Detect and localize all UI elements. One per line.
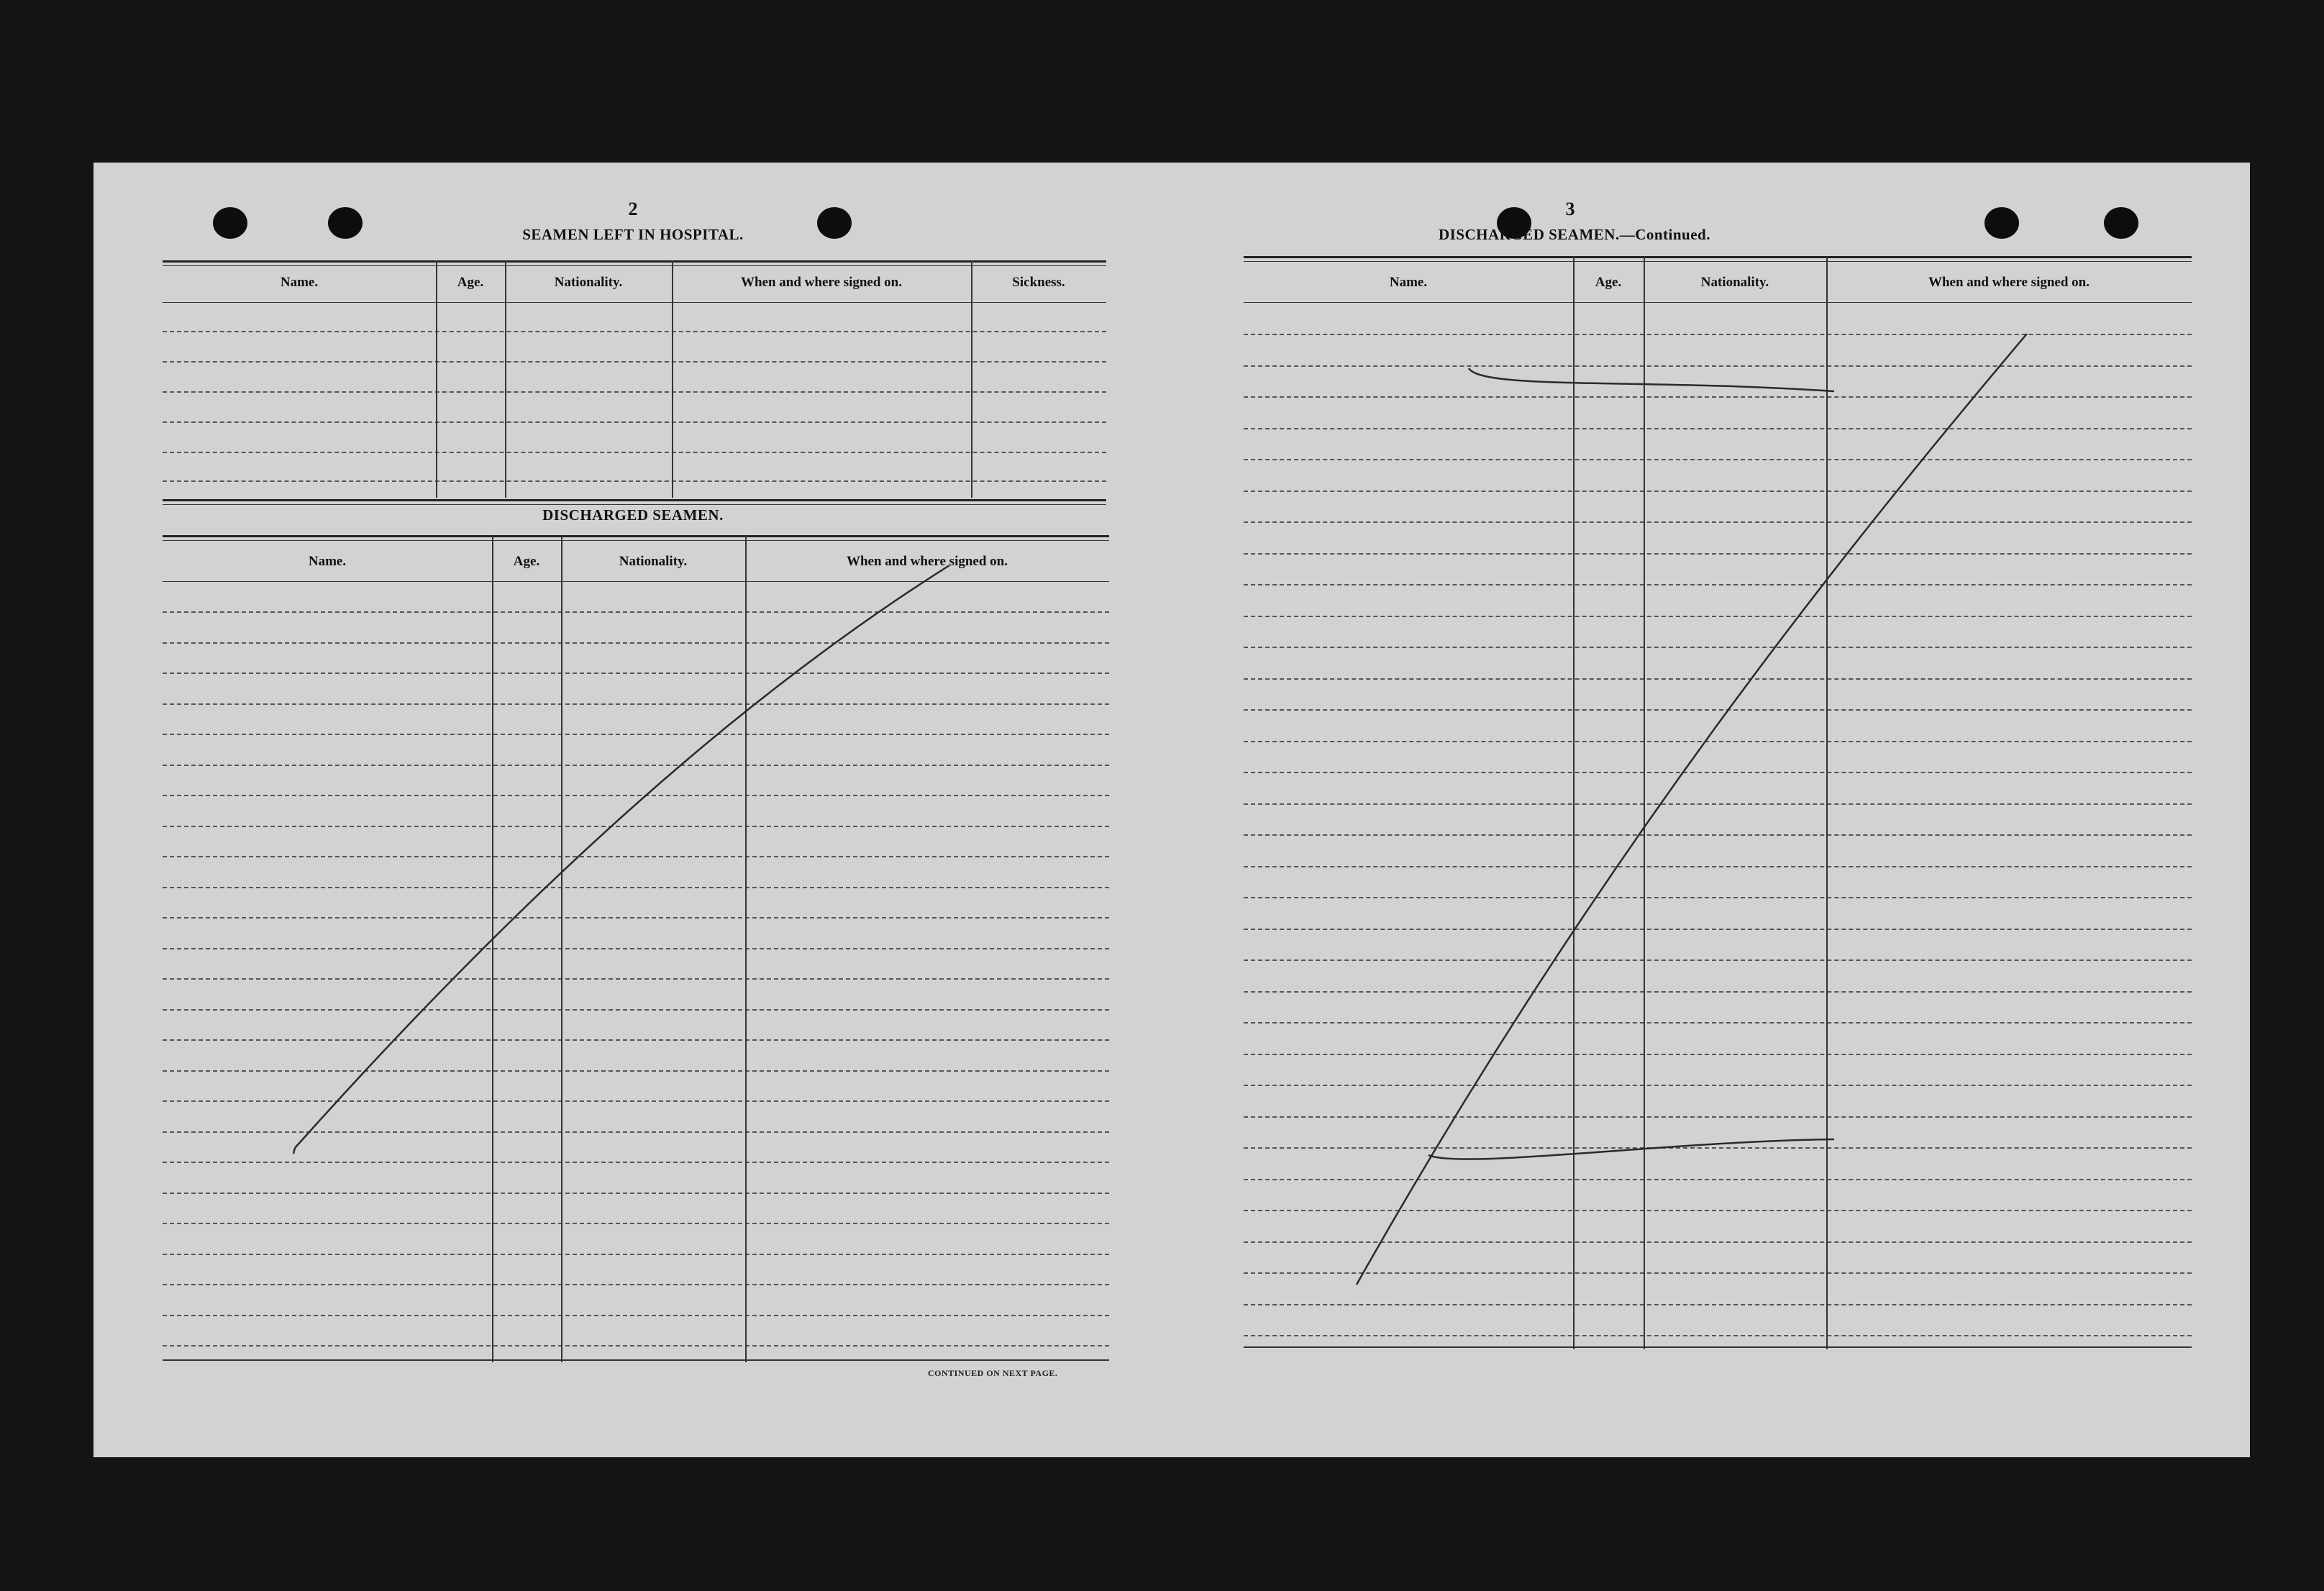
ledger-sheet <box>94 163 2250 1457</box>
ruled-line <box>163 1315 1109 1316</box>
punch-hole <box>817 207 852 239</box>
ruled-line <box>163 642 1109 644</box>
ruled-line <box>1244 1272 2192 1274</box>
ruled-line <box>1244 1022 2192 1024</box>
ruled-line <box>163 1284 1109 1285</box>
ruled-line <box>1244 1210 2192 1211</box>
left-page <box>94 163 1172 1457</box>
ruled-line <box>163 887 1109 888</box>
ruled-line <box>163 1223 1109 1224</box>
discharged-table <box>163 535 1109 1362</box>
column-header-name: Name. <box>1389 275 1428 290</box>
ruled-line <box>1244 1241 2192 1243</box>
discharged-continued-table <box>1244 256 2192 1349</box>
ruled-line <box>163 611 1109 613</box>
ruled-line <box>163 826 1109 827</box>
ruled-line <box>1244 897 2192 898</box>
ruled-line <box>1244 709 2192 711</box>
ruled-line <box>163 795 1109 796</box>
ruled-line <box>1244 459 2192 460</box>
ruled-line <box>1244 1179 2192 1180</box>
column-header-signed-on: When and where signed on. <box>740 275 902 290</box>
column-header-name: Name. <box>280 275 319 290</box>
ruled-line <box>1244 929 2192 930</box>
ruled-line <box>163 948 1109 949</box>
page-number: 2 <box>628 199 638 219</box>
punch-hole <box>1984 207 2019 239</box>
ruled-line <box>1244 553 2192 555</box>
ruled-line <box>163 978 1109 980</box>
ruled-line <box>1244 616 2192 617</box>
ruled-line <box>1244 959 2192 961</box>
ruled-line <box>163 673 1109 674</box>
ruled-line <box>163 1131 1109 1133</box>
ruled-line <box>1244 1054 2192 1055</box>
ruled-line <box>163 1070 1109 1072</box>
column-header-age: Age. <box>1595 275 1622 290</box>
discharged-continued-title: DISCHARGED SEAMEN.—Continued. <box>1439 226 1710 243</box>
ruled-line <box>1244 647 2192 648</box>
ruled-line <box>1244 491 2192 492</box>
ruled-line <box>1244 678 2192 680</box>
ruled-line <box>1244 1335 2192 1336</box>
column-header-name: Name. <box>308 554 347 569</box>
punch-hole <box>213 207 247 239</box>
ruled-line <box>1244 741 2192 742</box>
punch-hole <box>328 207 363 239</box>
ruled-line <box>163 1100 1109 1102</box>
column-header-sickness: Sickness. <box>1012 275 1065 290</box>
ruled-line <box>1244 365 2192 367</box>
ruled-line <box>163 765 1109 766</box>
ruled-line <box>1244 1085 2192 1086</box>
column-header-signed-on: When and where signed on. <box>1928 275 2090 290</box>
ruled-line <box>1244 1304 2192 1305</box>
column-header-age: Age. <box>513 554 540 569</box>
ruled-line <box>163 703 1109 705</box>
ruled-line <box>1244 1147 2192 1149</box>
ruled-line <box>1244 584 2192 585</box>
right-page <box>1172 163 2250 1457</box>
ruled-line <box>163 917 1109 918</box>
ruled-line <box>1244 1116 2192 1118</box>
continued-note: CONTINUED ON NEXT PAGE. <box>928 1368 1058 1378</box>
ruled-line <box>163 1009 1109 1011</box>
ruled-line <box>1244 834 2192 836</box>
ruled-line <box>1244 396 2192 398</box>
ruled-line <box>1244 866 2192 867</box>
ruled-line <box>163 1162 1109 1163</box>
ruled-line <box>163 1193 1109 1194</box>
ruled-line <box>163 856 1109 857</box>
ruled-line <box>1244 772 2192 773</box>
ruled-line <box>163 734 1109 735</box>
page-number: 3 <box>1565 199 1575 219</box>
column-header-signed-on: When and where signed on. <box>846 554 1008 569</box>
column-header-age: Age. <box>457 275 484 290</box>
ruled-line <box>1244 991 2192 993</box>
column-header-nationality: Nationality. <box>1700 275 1769 290</box>
ruled-line <box>163 1039 1109 1041</box>
hospital-table <box>163 260 1106 498</box>
ruled-line <box>163 1254 1109 1255</box>
column-header-nationality: Nationality. <box>619 554 688 569</box>
punch-hole <box>2104 207 2138 239</box>
ruled-line <box>1244 803 2192 805</box>
hospital-section-title: SEAMEN LEFT IN HOSPITAL. <box>522 226 744 243</box>
column-header-nationality: Nationality. <box>554 275 623 290</box>
ruled-line <box>1244 334 2192 335</box>
discharged-section-title: DISCHARGED SEAMEN. <box>542 506 724 524</box>
ruled-line <box>1244 521 2192 523</box>
ruled-line <box>163 1345 1109 1346</box>
ruled-line <box>1244 428 2192 429</box>
